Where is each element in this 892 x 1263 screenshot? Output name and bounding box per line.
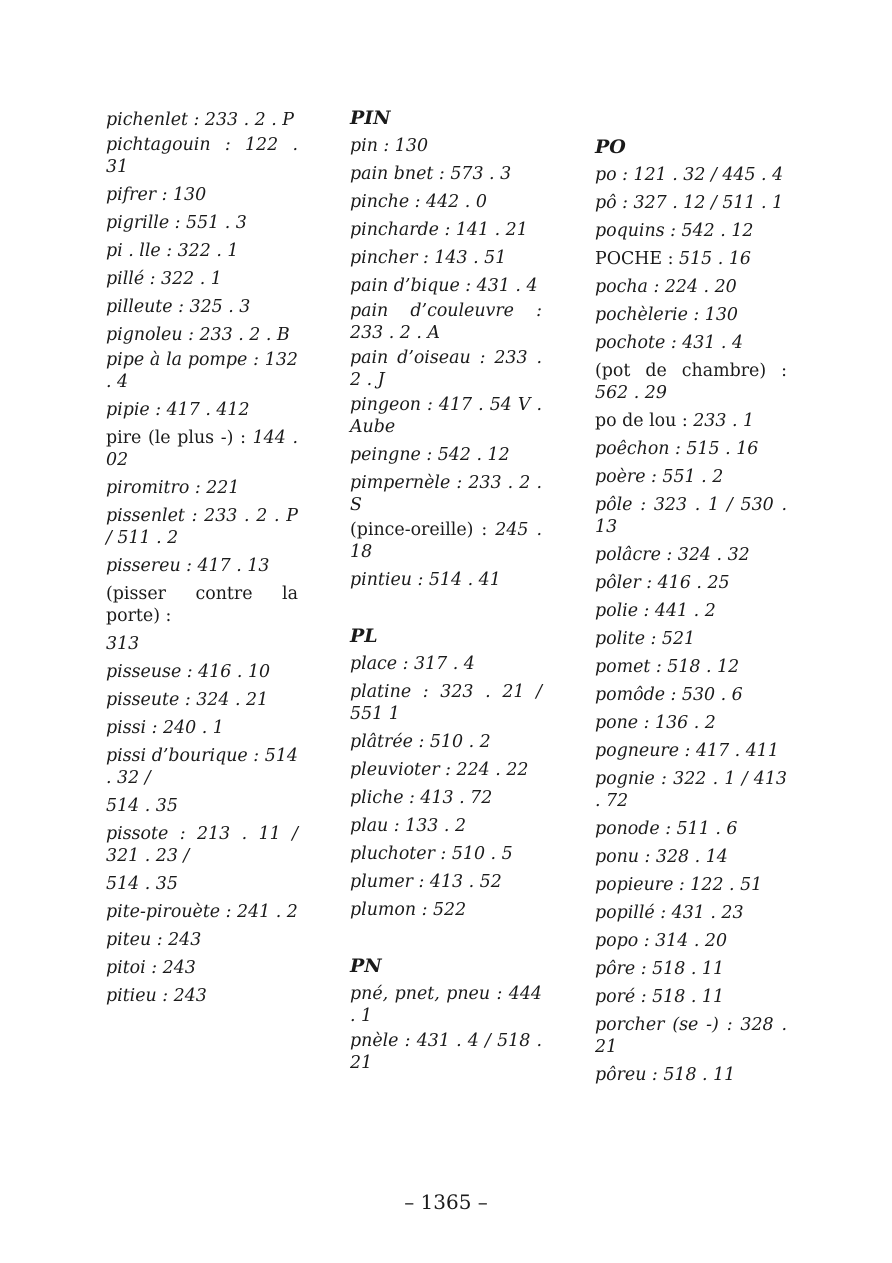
entry-text: pisseuse : 416 . 10 [106, 662, 271, 682]
index-entry [106, 686, 298, 714]
index-entry [350, 394, 542, 438]
entry-text: 233 . 1 [687, 411, 755, 431]
entry-text: pinche : 442 . 0 [350, 192, 487, 212]
index-entry [595, 815, 787, 843]
section-spacer [350, 594, 542, 622]
index-entry [595, 899, 787, 927]
entry-text: pipe à la pompe : 132 . 4 [106, 350, 298, 392]
index-column-1 [106, 106, 298, 1010]
index-entry [350, 681, 542, 725]
entry-text: pognie : 322 . 1 / 413 . 72 [595, 769, 787, 811]
index-entry [595, 273, 787, 301]
section-heading: PL [350, 625, 378, 647]
index-entry [106, 505, 298, 549]
index-entry [350, 650, 542, 678]
entry-roman-text: (pisser contre la porte) : [106, 584, 298, 626]
index-entry [106, 134, 298, 178]
entry-text: 562 . 29 [595, 383, 667, 403]
index-entry [595, 737, 787, 765]
index-column-2 [350, 104, 542, 1077]
index-entry [595, 653, 787, 681]
index-entry [350, 756, 542, 784]
entry-text: polâcre : 324 . 32 [595, 545, 750, 565]
index-entry [595, 983, 787, 1011]
entry-text: pintieu : 514 . 41 [350, 570, 501, 590]
entry-text: 514 . 35 [106, 874, 178, 894]
index-entry [350, 132, 542, 160]
entry-text: porcher (se -) : 328 . 21 [595, 1015, 787, 1057]
entry-text: plâtrée : 510 . 2 [350, 732, 491, 752]
index-entry [106, 265, 298, 293]
index-entry [350, 275, 542, 297]
index-entry [350, 1030, 542, 1074]
entry-text: pisseute : 324 . 21 [106, 690, 269, 710]
entry-text: pain d’bique : 431 . 4 [350, 276, 538, 296]
index-entry [106, 583, 298, 627]
index-entry [350, 812, 542, 840]
entry-text: piromitro : 221 [106, 478, 240, 498]
entry-text: pincharde : 141 . 21 [350, 220, 528, 240]
index-entry [595, 1014, 787, 1058]
index-entry [350, 160, 542, 188]
index-entry [595, 1061, 787, 1089]
index-entry [595, 407, 787, 435]
index-entry [595, 435, 787, 463]
entry-text: plumon : 522 [350, 900, 467, 920]
index-entry [106, 474, 298, 502]
index-entry [595, 463, 787, 491]
entry-roman-text: pire (le plus -) : [106, 428, 246, 448]
index-entry [595, 301, 787, 329]
entry-text: pô : 327 . 12 / 511 . 1 [595, 193, 784, 213]
index-entry [106, 982, 298, 1010]
entry-text: polie : 441 . 2 [595, 601, 716, 621]
index-entry [595, 871, 787, 899]
entry-text: pincher : 143 . 51 [350, 248, 507, 268]
index-entry [106, 427, 298, 471]
entry-text: pichenlet : 233 . 2 . P [106, 110, 295, 130]
entry-text: poère : 551 . 2 [595, 467, 724, 487]
index-entry [106, 792, 298, 820]
entry-text: pillé : 322 . 1 [106, 269, 222, 289]
entry-text: pissi : 240 . 1 [106, 718, 224, 738]
index-entry [595, 709, 787, 737]
entry-text: pi . lle : 322 . 1 [106, 241, 239, 261]
entry-text: pomet : 518 . 12 [595, 657, 740, 677]
index-entry [350, 728, 542, 756]
index-entry [595, 329, 787, 357]
index-entry [106, 714, 298, 742]
entry-text: pôler : 416 . 25 [595, 573, 730, 593]
entry-text: pissenlet : 233 . 2 . P / 511 . 2 [106, 506, 298, 548]
entry-text: polite : 521 [595, 629, 696, 649]
entry-text: peingne : 542 . 12 [350, 445, 510, 465]
page-number: – 1365 – [404, 1190, 488, 1214]
index-entry [106, 396, 298, 424]
entry-text: pone : 136 . 2 [595, 713, 716, 733]
entry-text: pluchoter : 510 . 5 [350, 844, 513, 864]
index-entry [350, 566, 542, 594]
entry-text: pleuvioter : 224 . 22 [350, 760, 529, 780]
entry-text: pocha : 224 . 20 [595, 277, 737, 297]
entry-roman-text: POCHE : [595, 249, 674, 269]
index-entry [350, 784, 542, 812]
index-entry [595, 927, 787, 955]
index-entry [595, 217, 787, 245]
entry-text: pain d’couleuvre : 233 . 2 . A [350, 301, 542, 343]
entry-text: pôre : 518 . 11 [595, 959, 725, 979]
index-entry [106, 181, 298, 209]
index-entry [350, 188, 542, 216]
entry-text: poré : 518 . 11 [595, 987, 725, 1007]
entry-text: 313 [106, 634, 140, 654]
entry-text: ponode : 511 . 6 [595, 819, 738, 839]
entry-text: pilleute : 325 . 3 [106, 297, 251, 317]
entry-text: pain d’oiseau : 233 . 2 . J [350, 348, 542, 390]
entry-text: 515 . 16 [673, 249, 751, 269]
entry-text: pite-pirouète : 241 . 2 [106, 902, 298, 922]
entry-text: pitieu : 243 [106, 986, 207, 1006]
index-entry [595, 541, 787, 569]
index-entry [595, 360, 787, 404]
entry-roman-text: (pince-oreille) : [350, 520, 488, 540]
entry-text: pissereu : 417 . 13 [106, 556, 270, 576]
index-entry [350, 472, 542, 516]
entry-text: pigrille : 551 . 3 [106, 213, 247, 233]
entry-roman-text: (pot de chambre) : [595, 361, 787, 381]
entry-text: 514 . 35 [106, 796, 178, 816]
entry-text: pliche : 413 . 72 [350, 788, 493, 808]
section-spacer [350, 924, 542, 952]
entry-text: pôle : 323 . 1 / 530 . 13 [595, 495, 787, 537]
entry-text: pingeon : 417 . 54 V . Aube [350, 395, 542, 437]
entry-text: place : 317 . 4 [350, 654, 475, 674]
entry-text: pomôde : 530 . 6 [595, 685, 743, 705]
entry-text: poêchon : 515 . 16 [595, 439, 759, 459]
entry-text: pnèle : 431 . 4 / 518 . 21 [350, 1031, 542, 1073]
index-entry [595, 164, 787, 186]
index-entry [595, 189, 787, 217]
entry-text: pimpernèle : 233 . 2 . S [350, 473, 542, 515]
index-entry [595, 625, 787, 653]
index-entry [106, 109, 298, 131]
index-entry [350, 519, 542, 563]
index-entry [106, 237, 298, 265]
index-entry [350, 896, 542, 924]
entry-text: pifrer : 130 [106, 185, 207, 205]
entry-text: popo : 314 . 20 [595, 931, 728, 951]
index-entry [595, 768, 787, 812]
index-entry [350, 216, 542, 244]
index-entry [106, 658, 298, 686]
entry-text: pain bnet : 573 . 3 [350, 164, 512, 184]
index-entry [350, 300, 542, 344]
entry-text: pitoi : 243 [106, 958, 196, 978]
entry-text: po : 121 . 32 / 445 . 4 [595, 165, 784, 185]
entry-text: pissi d’bourique : 514 . 32 / [106, 746, 298, 788]
entry-roman-text: po de lou : [595, 411, 688, 431]
entry-text: platine : 323 . 21 / 551 1 [350, 682, 542, 724]
entry-text: piteu : 243 [106, 930, 202, 950]
index-entry [350, 441, 542, 469]
index-entry [350, 244, 542, 272]
entry-text: pignoleu : 233 . 2 . B [106, 325, 290, 345]
index-entry [106, 293, 298, 321]
entry-text: plau : 133 . 2 [350, 816, 467, 836]
entry-text: popillé : 431 . 23 [595, 903, 744, 923]
index-entry [595, 597, 787, 625]
entry-text: popieure : 122 . 51 [595, 875, 763, 895]
index-entry [350, 840, 542, 868]
entry-text: 144 . 02 [106, 428, 299, 470]
index-entry [106, 552, 298, 580]
entry-text: pogneure : 417 . 411 [595, 741, 779, 761]
entry-text: pochèlerie : 130 [595, 305, 738, 325]
index-entry [106, 349, 298, 393]
entry-text: pin : 130 [350, 136, 429, 156]
index-entry [106, 926, 298, 954]
index-entry [106, 209, 298, 237]
index-entry [350, 868, 542, 896]
entry-text: poquins : 542 . 12 [595, 221, 754, 241]
entry-text: plumer : 413 . 52 [350, 872, 502, 892]
entry-text: pichtagouin : 122 . 31 [106, 135, 298, 177]
section-heading: PN [350, 955, 382, 977]
entry-text: pné, pnet, pneu : 444 . 1 [350, 984, 542, 1026]
entry-text: ponu : 328 . 14 [595, 847, 728, 867]
index-entry [595, 955, 787, 983]
section-heading: PO [595, 136, 626, 158]
entry-text: pipie : 417 . 412 [106, 400, 250, 420]
index-entry [106, 901, 298, 923]
index-entry [595, 569, 787, 597]
index-entry [106, 823, 298, 867]
index-entry [106, 745, 298, 789]
index-entry [350, 347, 542, 391]
index-entry [595, 245, 787, 273]
index-entry [595, 681, 787, 709]
index-entry [106, 954, 298, 982]
entry-text: pochote : 431 . 4 [595, 333, 744, 353]
index-entry [595, 494, 787, 538]
entry-text: pissote : 213 . 11 / 321 . 23 / [106, 824, 298, 866]
index-entry [595, 843, 787, 871]
entry-text: 245 . 18 [350, 520, 542, 562]
entry-text: pôreu : 518 . 11 [595, 1065, 736, 1085]
index-entry [350, 983, 542, 1027]
index-entry [106, 870, 298, 898]
section-heading: PIN [350, 107, 391, 129]
index-entry [106, 324, 298, 346]
index-entry [106, 630, 298, 658]
index-column-3 [595, 133, 787, 1089]
